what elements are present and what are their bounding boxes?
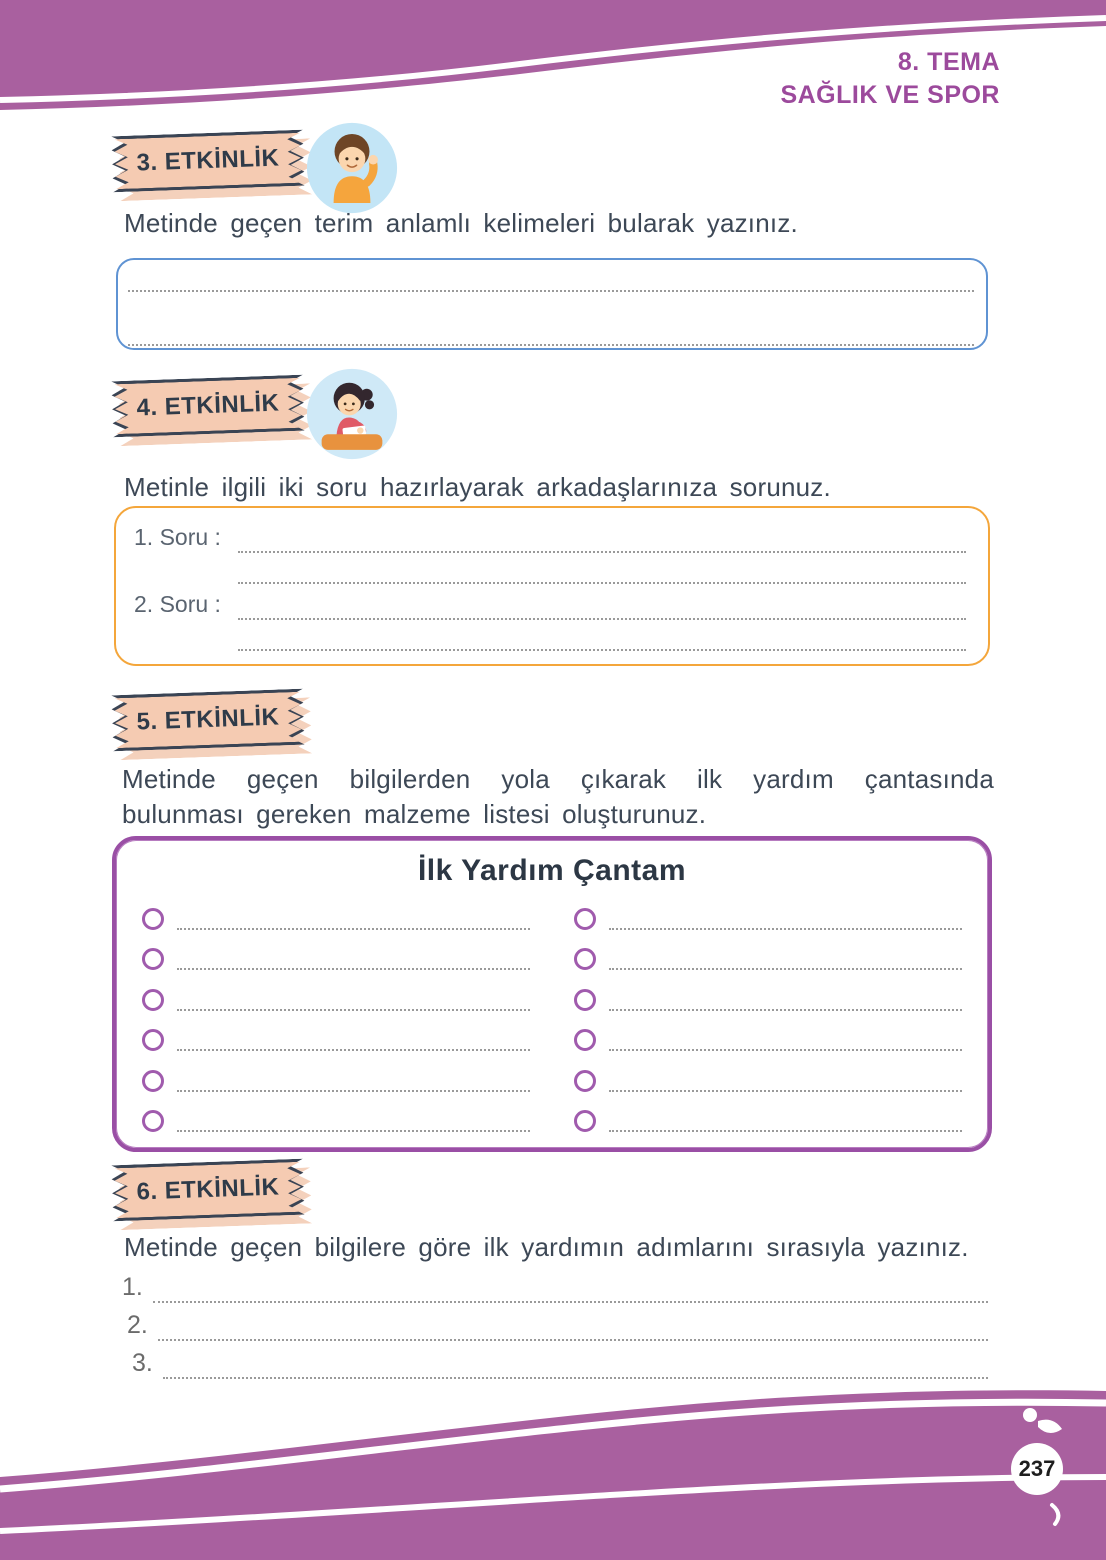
checklist-item	[142, 1066, 530, 1092]
bullet-circle-icon	[142, 1070, 164, 1092]
checklist-item	[574, 1107, 962, 1133]
activity-5-badge	[111, 689, 305, 752]
bullet-circle-icon	[574, 948, 596, 970]
step-row	[122, 1344, 988, 1379]
checklist-item	[142, 985, 530, 1011]
activity-3-answer-box	[116, 258, 988, 350]
answer-line	[609, 910, 962, 930]
answer-line	[128, 322, 974, 346]
answer-line	[177, 1072, 530, 1092]
bullet-circle-icon	[574, 1110, 596, 1132]
step-number: 1.	[122, 1273, 143, 1301]
answer-line	[177, 950, 530, 970]
person-silhouette-icon	[1023, 1408, 1037, 1422]
activity-5-instruction: Metinde geçen bilgilerden yola çıkarak ilk yardım çantasında bulunması gereken malzeme listesi oluşturunuz.	[122, 764, 994, 830]
bullet-circle-icon	[574, 908, 596, 930]
footer-wave-decoration	[0, 1385, 1106, 1560]
answer-line	[177, 1031, 530, 1051]
theme-title: SAĞLIK VE SPOR	[780, 80, 1000, 109]
answer-line	[177, 1112, 530, 1132]
activity-3-instruction: Metinde geçen terim anlamlı kelimeleri bularak yazınız.	[124, 208, 798, 238]
step-row	[122, 1306, 988, 1341]
bullet-circle-icon	[142, 1110, 164, 1132]
checklist-item	[574, 1066, 962, 1092]
checklist-item	[574, 904, 962, 930]
activity-6-instruction: Metinde geçen bilgilere göre ilk yardımın adımlarını sırasıyla yazınız.	[124, 1232, 969, 1262]
answer-line	[153, 1279, 988, 1303]
answer-line	[609, 1031, 962, 1051]
badge-label: 4. ETKİNLİK	[136, 389, 280, 422]
checklist-item	[142, 904, 530, 930]
first-aid-kit-title: İlk Yardım Çantam	[417, 854, 687, 887]
answer-line	[609, 991, 962, 1011]
question-2-row-2	[134, 627, 966, 651]
step-row	[122, 1268, 988, 1303]
bullet-circle-icon	[574, 1070, 596, 1092]
activity-4-badge	[111, 375, 305, 438]
question-1-row-2	[134, 560, 966, 584]
badge-label: 3. ETKİNLİK	[136, 144, 280, 177]
answer-line	[177, 910, 530, 930]
answer-line	[238, 560, 966, 584]
answer-line	[177, 991, 530, 1011]
answer-line	[238, 627, 966, 651]
question-2-label: 2. Soru :	[134, 590, 221, 617]
answer-line	[238, 596, 966, 620]
answer-line	[158, 1317, 988, 1341]
checklist-item	[574, 1026, 962, 1052]
checklist-item	[574, 945, 962, 971]
bullet-circle-icon	[574, 1029, 596, 1051]
answer-line	[609, 950, 962, 970]
answer-line	[163, 1355, 988, 1379]
girl-avatar-icon	[306, 368, 398, 460]
theme-number: 8. TEMA	[897, 48, 1000, 76]
page-number-badge: 237	[1011, 1443, 1063, 1495]
bullet-circle-icon	[142, 989, 164, 1011]
theme-heading	[780, 46, 1000, 111]
answer-line	[238, 529, 966, 553]
checklist-item	[142, 1107, 530, 1133]
activity-4-instruction: Metinle ilgili iki soru hazırlayarak arkadaşlarınıza sorunuz.	[124, 472, 831, 502]
question-1-label: 1. Soru :	[134, 523, 221, 550]
bullet-circle-icon	[142, 908, 164, 930]
answer-line	[609, 1112, 962, 1132]
first-aid-checklist	[142, 904, 962, 1132]
checklist-item	[142, 1026, 530, 1052]
checklist-item	[574, 985, 962, 1011]
checklist-item	[142, 945, 530, 971]
activity-6-badge	[111, 1159, 305, 1222]
question-1-row	[134, 524, 966, 553]
first-aid-kit-box	[112, 836, 992, 1152]
first-aid-steps-list	[122, 1268, 988, 1379]
answer-line	[609, 1072, 962, 1092]
activity-3-badge	[111, 130, 305, 193]
question-2-row	[134, 591, 966, 620]
bullet-circle-icon	[574, 989, 596, 1011]
activity-4-answer-box	[114, 506, 990, 666]
badge-label: 6. ETKİNLİK	[136, 1173, 280, 1206]
step-number: 2.	[127, 1311, 148, 1339]
boy-avatar-icon	[306, 122, 398, 214]
answer-line	[128, 268, 974, 292]
badge-label: 5. ETKİNLİK	[136, 703, 280, 736]
bullet-circle-icon	[142, 948, 164, 970]
bullet-circle-icon	[142, 1029, 164, 1051]
step-number: 3.	[132, 1349, 153, 1377]
